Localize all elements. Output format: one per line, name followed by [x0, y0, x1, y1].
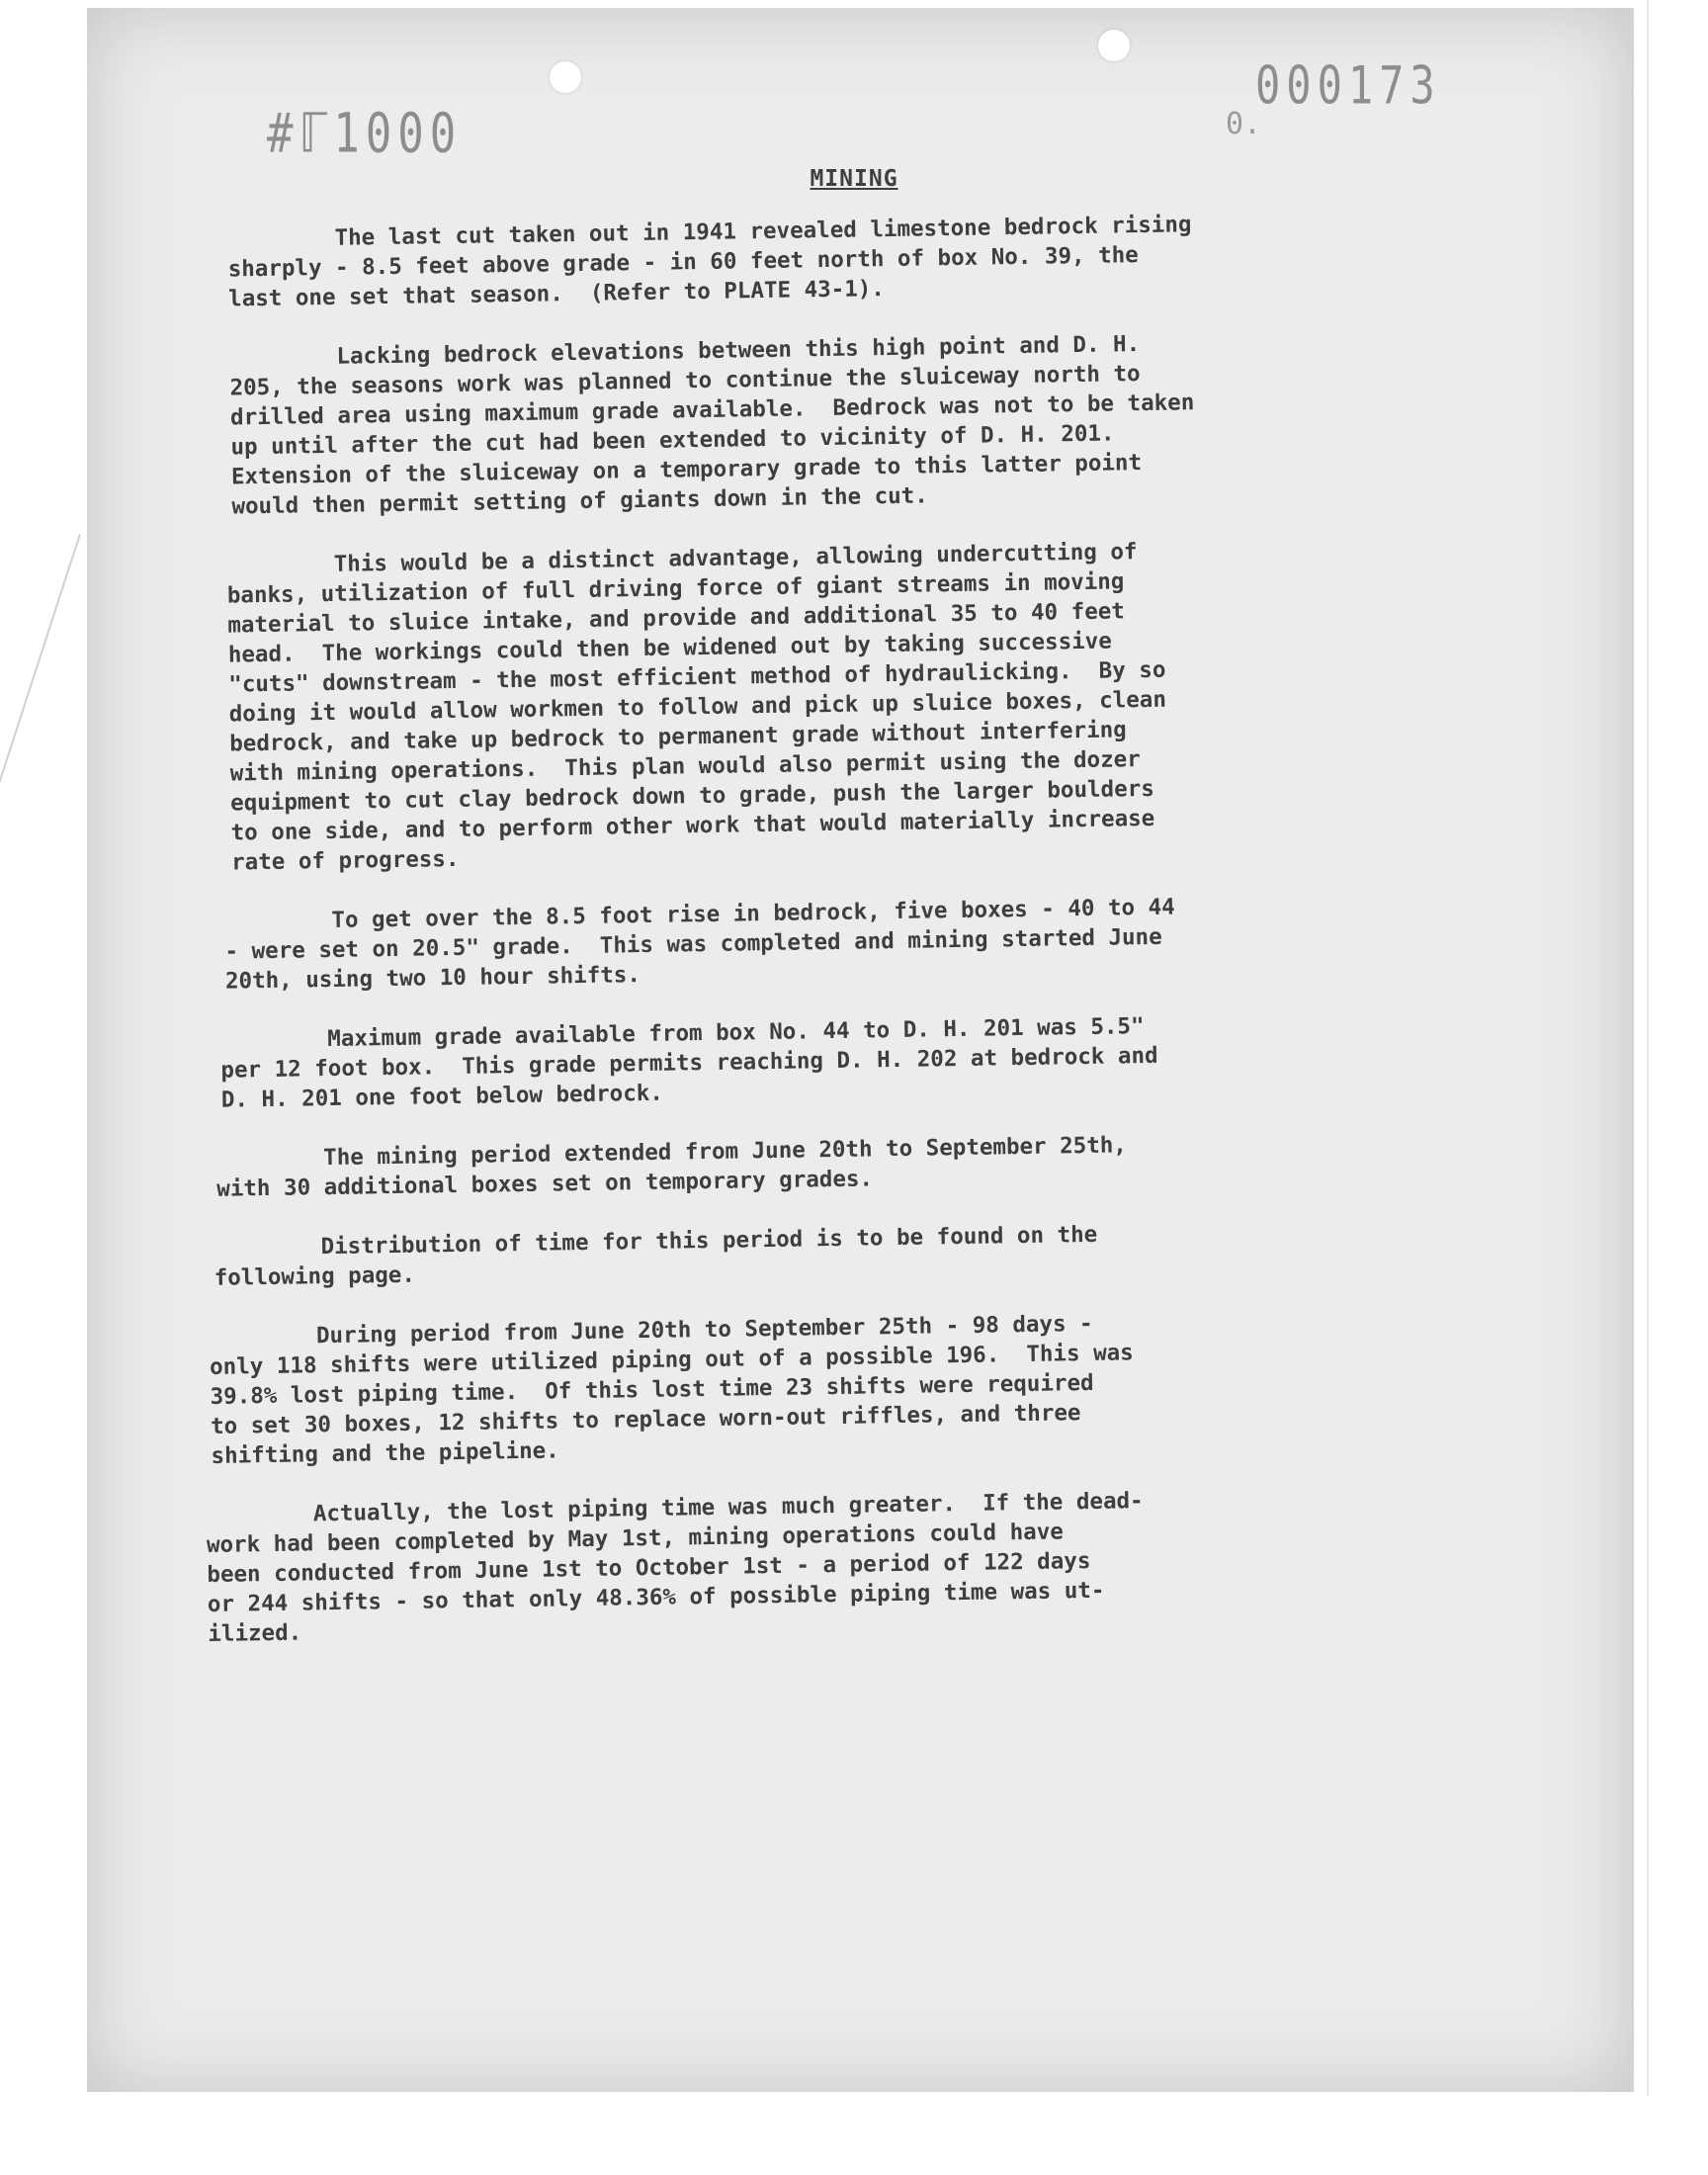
paragraph-box-grade: To get over the 8.5 foot rise in bedrock, five boxes - 40 to 44 - were set on 20.5" grade. This was completed and mining started June 20th, using two 10 hour shifts. [223, 894, 1175, 995]
punch-hole-right [1098, 30, 1130, 61]
paragraph-lost-piping-time: During period from June 20th to September 25th - 98 days - only 118 shifts were utilized piping out of a possible 196. This was 39.8% lost piping time. Of this lost time 23 shifts were required to set 30 boxes, 12 shifts to replace worn-out riffles, and three shifting and the pipeline. [209, 1310, 1134, 1469]
page-title: MINING [810, 166, 898, 192]
scan-streak [0, 534, 81, 929]
page-number-prefix: 0. [1226, 107, 1262, 141]
page-edge [1647, 0, 1649, 2096]
punch-hole-left [550, 61, 581, 93]
document-body [198, 206, 1456, 1678]
paragraph-bedrock-rise: The last cut taken out in 1941 revealed limestone bedrock rising sharply - 8.5 feet above grade - in 60 feet north of box No. 39, the last one set that season. (Refer to PLATE 43-1). [227, 212, 1192, 312]
paragraph-maximum-grade: Maximum grade available from box No. 44 to D. H. 201 was 5.5" per 12 foot box. This grade permits reaching D. H. 202 at bedrock and D. H. 201 one foot below bedrock. [219, 1013, 1158, 1113]
file-number-stamp: #ℾ1000 [267, 102, 463, 166]
paragraph-deadwork: Actually, the lost piping time was much greater. If the dead- work had been completed by May 1st, mining operations could have been conducted from June 1st to October 1st - a period of 122 days or 244 shifts - so that only 48.36% of possible piping time was ut- ilized. [206, 1488, 1144, 1648]
paragraph-season-plan: Lacking bedrock elevations between this high point and D. H. 205, the seasons work was planned to continue the sluiceway north to drilled area using maximum grade available. Bedrock was not to be taken up until after the cut had been extended to vicinity of D. H. 201. Extension of the sluiceway on a temporary grade to this latter point would then permit setting of giants down in the cut. [228, 331, 1195, 520]
paragraph-mining-period: The mining period extended from June 20th to September 25th, with 30 additional boxes set on temporary grades. [215, 1132, 1128, 1202]
paragraph-advantages: This would be a distinct advantage, allowing undercutting of banks, utilization of full driving force of giant streams in moving material to sluice intake, and provide and additional 35 to 40 feet head. The workings could then be widened out by taking successive "cuts" downstream - the most efficient method of hydraulicking. By so doing it would allow workmen to follow and pick up sluice boxes, clean bedrock, and take up bedrock to permanent grade without interfering with mining operations. This plan would also permit using the dozer equipment to cut clay bedrock down to grade, push the larger boulders to one side, and to perform other work that would materially increase rate of progress. [226, 539, 1167, 876]
paragraph-time-distribution: Distribution of time for this period is to be found on the following page. [214, 1221, 1098, 1291]
page-number-stamp: 000173 [1255, 54, 1441, 117]
